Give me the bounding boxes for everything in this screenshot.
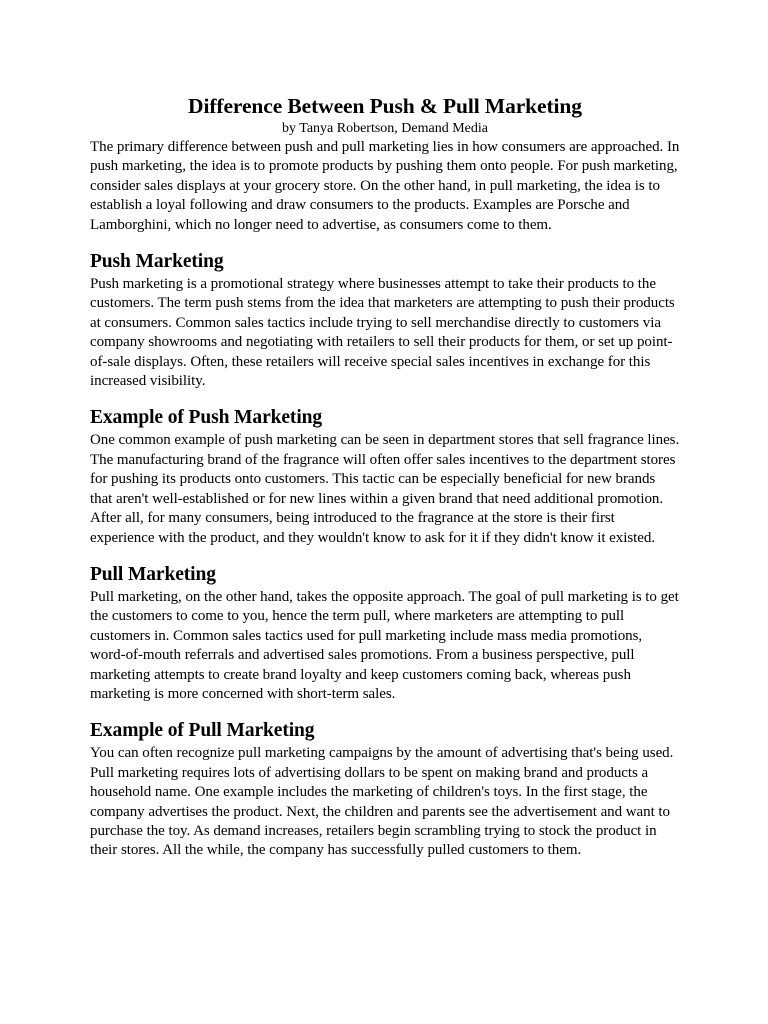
- section-heading-example-push-marketing: Example of Push Marketing: [90, 407, 323, 429]
- section-heading-example-pull-marketing: Example of Pull Marketing: [90, 720, 315, 742]
- section-body-example-pull-marketing: You can often recognize pull marketing campaigns by the amount of advertising that's being used. Pull marketing requires lots of advertising dollars to be spent on making brand and products a household name. One example includes the marketing of children's toys. In the first stage, the company advertises the product. Next, the children and parents see the advertisement and want to purchase the toy. As demand increases, retailers begin scrambling trying to stock the product in their stores. All the while, the company has successfully pulled customers to them.: [90, 745, 674, 859]
- section-heading-pull-marketing: Pull Marketing: [90, 563, 216, 585]
- section-body-example-push-marketing: One common example of push marketing can be seen in department stores that sell fragrance lines. The manufacturing brand of the fragrance will often offer sales incentives to the department stores for pushing its products onto customers. This tactic can be especially beneficial for new brands that aren't well-established or for new lines within a given brand that need additional promotion. After all, for many consumers, being introduced to the fragrance at the store is their first experience with the product, and they wouldn't know to ask for it if they didn't know it existed.: [90, 432, 680, 546]
- section-heading-push-marketing: Push Marketing: [90, 251, 224, 273]
- section-body-pull-marketing: Pull marketing, on the other hand, takes the opposite approach. The goal of pull marketing is to get the customers to come to you, hence the term pull, where marketers are attempting to pull customers in. Common sales tactics used for pull marketing include mass media promotions, word-of-mouth referrals and advertised sales promotions. From a business perspective, pull marketing attempts to create brand loyalty and keep customers coming back, whereas push marketing is more concerned with short-term sales.: [90, 588, 679, 702]
- section-body-push-marketing: Push marketing is a promotional strategy where businesses attempt to take their products to the customers. The term push stems from the idea that marketers are attempting to push their products at consumers. Common sales tactics include trying to sell merchandise directly to customers via company showrooms and negotiating with retailers to sell their products for them, or set up point-of-sale displays. Often, these retailers will receive special sales incentives in exchange for this increased visibility.: [90, 276, 675, 390]
- document-byline: by Tanya Robertson, Demand Media: [282, 121, 488, 136]
- document-title: Difference Between Push & Pull Marketing: [188, 94, 582, 118]
- document-page: [90, 92, 680, 861]
- intro-paragraph: The primary difference between push and pull marketing lies in how consumers are approached. In push marketing, the idea is to promote products by pushing them onto people. For push marketing, consider sales displays at your grocery store. On the other hand, in pull marketing, the idea is to establish a loyal following and draw consumers to the products. Examples are Porsche and Lamborghini, which no longer need to advertise, as consumers come to them.: [90, 139, 680, 233]
